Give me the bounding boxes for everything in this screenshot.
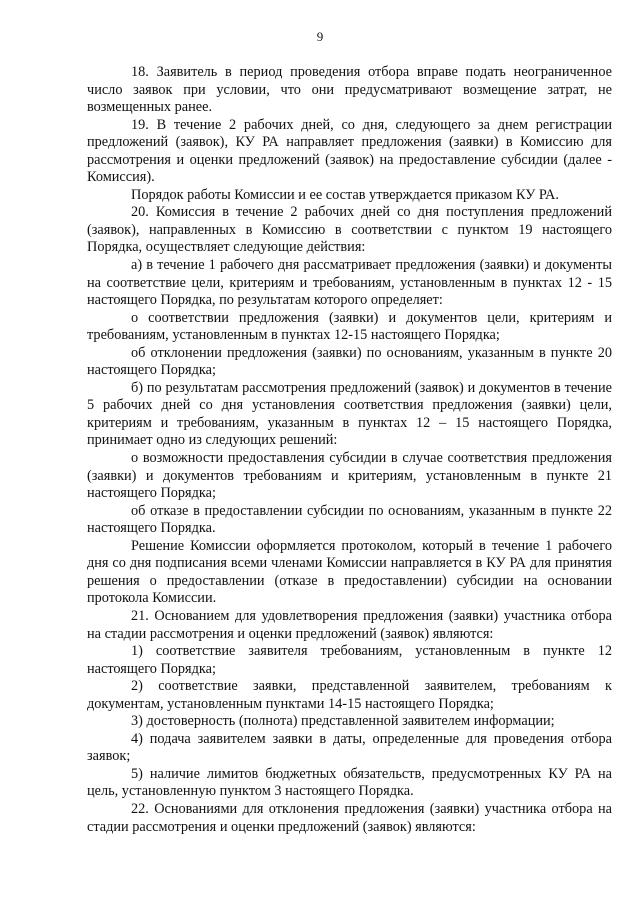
document-body <box>87 64 612 836</box>
page-number: 9 <box>316 29 324 44</box>
paragraph-21-item-2: 2) соответствие заявки, представленной заявителем, требованиям к документам, установленным пунктами 14-15 настоящего Порядка; <box>87 678 612 712</box>
paragraph-21-item-5: 5) наличие лимитов бюджетных обязательств, предусмотренных КУ РА на цель, установленную пунктом 3 настоящего Порядка. <box>87 765 612 800</box>
paragraph-commission-decision: Решение Комиссии оформляется протоколом, который в течение 1 рабочего дня со дня подписания всеми членами Комиссии направляется в КУ РА для принятия решения о предоставлении (отказе в предоставлении) субсидии на основании протокола Комиссии. <box>87 537 612 607</box>
paragraph-20-a-compliance: о соответствии предложения (заявки) и документов цели, критериям и требованиям, установленным в пунктах 12-15 настоящего Порядка; <box>87 309 612 344</box>
paragraph-20-b: б) по результатам рассмотрения предложений (заявок) и документов в течение 5 рабочих дней со дня установления соответствия предложения (заявки) цели, критериям и требованиям, указанным в пунктах 12 – 15 настоящего Порядка, принимает одно из следующих решений: <box>87 379 612 449</box>
paragraph-21-item-3: 3) достоверность (полнота) представленной заявителем информации; <box>131 713 555 730</box>
paragraph-21-item-4: 4) подача заявителем заявки в даты, определенные для проведения отбора заявок; <box>87 730 612 765</box>
paragraph-20-a-rejection: об отклонении предложения (заявки) по основаниям, указанным в пункте 20 настоящего Порядка; <box>87 344 612 379</box>
paragraph-20-a: а) в течение 1 рабочего дня рассматривает предложения (заявки) и документы на соответствие цели, критериям и требованиям, установленным в пунктах 12 - 15 настоящего Порядка, по результатам которого определяет: <box>87 257 612 309</box>
paragraph-21-item-1: 1) соответствие заявителя требованиям, установленным в пункте 12 настоящего Порядка; <box>87 643 612 677</box>
paragraph-18: 18. Заявитель в период проведения отбора вправе подать неограниченное число заявок при условии, что они предусматривают возмещение затрат, не возмещенных ранее. <box>87 64 612 116</box>
paragraph-20-b-approval: о возможности предоставления субсидии в случае соответствия предложения (заявки) и документов требованиям и критериям, установленным в пункте 21 настоящего Порядка; <box>87 450 612 502</box>
paragraph-19: 19. В течение 2 рабочих дней, со дня, следующего за днем регистрации предложений (заявок), КУ РА направляет предложения (заявки) в Комиссию для рассмотрения и оценки предложений (заявок) на предоставление субсидии (далее - Комиссия). <box>87 116 612 186</box>
paragraph-commission-procedure: Порядок работы Комиссии и ее состав утверждается приказом КУ РА. <box>131 186 559 203</box>
paragraph-21: 21. Основанием для удовлетворения предложения (заявки) участника отбора на стадии рассмотрения и оценки предложений (заявок) являются: <box>87 607 612 642</box>
paragraph-20-b-refusal: об отказе в предоставлении субсидии по основаниям, указанным в пункте 22 настоящего Порядка. <box>87 502 612 537</box>
paragraph-22: 22. Основаниями для отклонения предложения (заявки) участника отбора на стадии рассмотрения и оценки предложений (заявок) являются: <box>87 800 612 835</box>
paragraph-20: 20. Комиссия в течение 2 рабочих дней со дня поступления предложений (заявок), направленных в Комиссию в соответствии с пунктом 19 настоящего Порядка, осуществляет следующие действия: <box>87 204 612 256</box>
